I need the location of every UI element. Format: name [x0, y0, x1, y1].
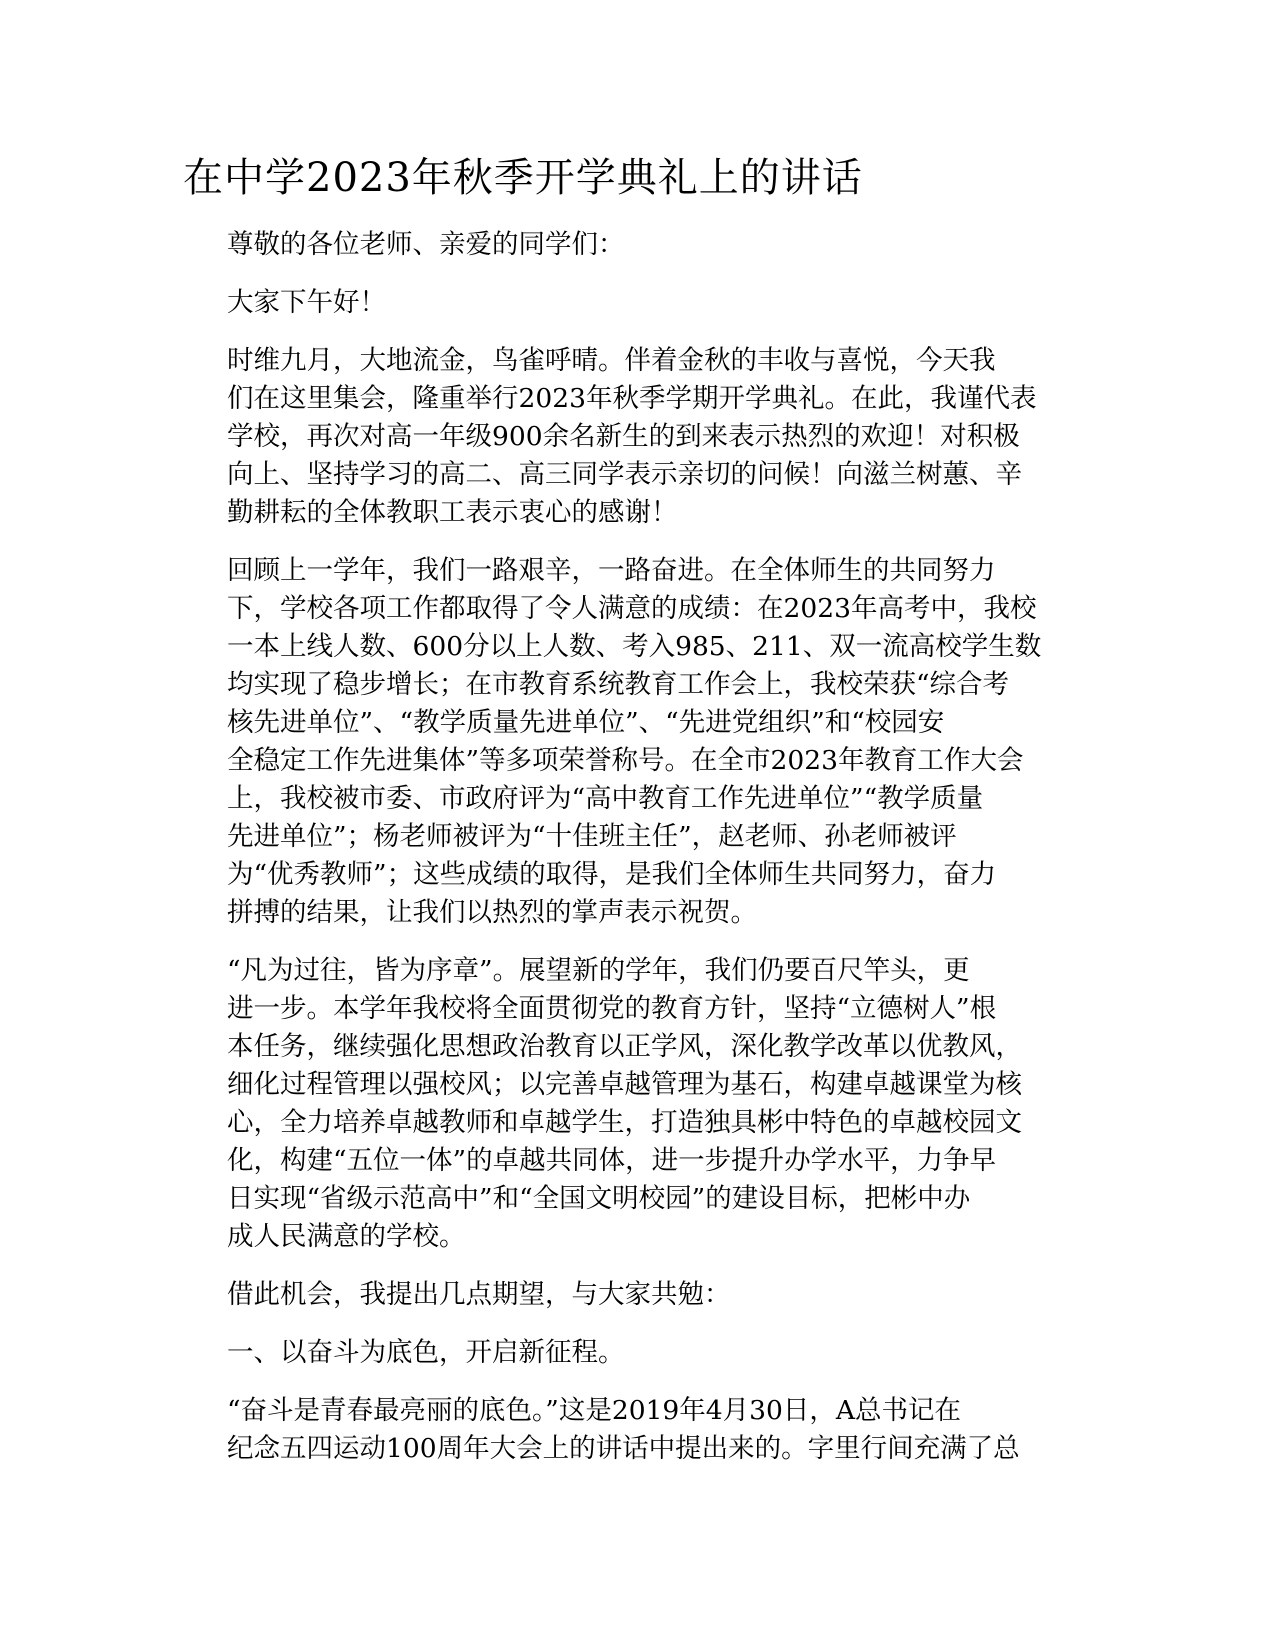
text-line: 心，全力培养卓越教师和卓越学生，打造独具彬中特色的卓越校园文: [227, 1107, 1022, 1138]
text-line: 纪念五四运动100周年大会上的讲话中提出来的。字里行间充满了总: [227, 1433, 1020, 1464]
paragraph-opening: [183, 342, 1083, 532]
paragraph-point-one-body: [183, 1392, 1083, 1468]
text-line: 向上、坚持学习的高二、高三同学表示亲切的问候！向滋兰树蕙、辛: [227, 459, 1022, 490]
text-line: 时维九月，大地流金，鸟雀呼晴。伴着金秋的丰收与喜悦，今天我: [227, 345, 996, 376]
text-line: 回顾上一学年，我们一路艰辛，一路奋进。在全体师生的共同努力: [227, 555, 996, 586]
document-title: 在中学2023年秋季开学典礼上的讲话: [183, 155, 863, 201]
text-line: 一、以奋斗为底色，开启新征程。: [227, 1337, 625, 1368]
paragraph-review: [183, 552, 1083, 932]
text-line: 尊敬的各位老师、亲爱的同学们：: [227, 229, 625, 260]
text-line: 一本上线人数、600分以上人数、考入985、211、双一流高校学生数: [227, 631, 1042, 662]
text-line: 为“优秀教师”；这些成绩的取得，是我们全体师生共同努力，奋力: [227, 859, 997, 890]
document-page: [183, 150, 1083, 1488]
text-line: 化，构建“五位一体”的卓越共同体，进一步提升办学水平，力争早: [227, 1145, 997, 1176]
paragraph-point-one-heading: [183, 1334, 1083, 1372]
text-line: 均实现了稳步增长；在市教育系统教育工作会上，我校荣获“综合考: [227, 669, 1010, 700]
text-line: 细化过程管理以强校风；以完善卓越管理为基石，构建卓越课堂为核: [227, 1069, 1022, 1100]
text-line: 大家下午好！: [227, 287, 386, 318]
text-line: “奋斗是青春最亮丽的底色。”这是2019年4月30日，A总书记在: [227, 1395, 962, 1426]
text-line: 们在这里集会，隆重举行2023年秋季学期开学典礼。在此，我谨代表: [227, 383, 1037, 414]
paragraph-salutation: [183, 226, 1083, 264]
text-line: 借此机会，我提出几点期望，与大家共勉：: [227, 1279, 731, 1310]
paragraph-outlook: [183, 952, 1083, 1256]
text-line: 日实现“省级示范高中”和“全国文明校园”的建设目标，把彬中办: [227, 1183, 971, 1214]
text-line: 先进单位”；杨老师被评为“十佳班主任”，赵老师、孙老师被评: [227, 821, 957, 852]
text-line: 下，学校各项工作都取得了令人满意的成绩：在2023年高考中，我校: [227, 593, 1037, 624]
paragraph-greeting: [183, 284, 1083, 322]
text-line: 进一步。本学年我校将全面贯彻党的教育方针，坚持“立德树人”根: [227, 993, 997, 1024]
text-line: 学校，再次对高一年级900余名新生的到来表示热烈的欢迎！对积极: [227, 421, 1020, 452]
text-line: “凡为过往，皆为序章”。展望新的学年，我们仍要百尺竿头，更: [227, 955, 970, 986]
text-line: 成人民满意的学校。: [227, 1221, 466, 1252]
paragraph-expectations-intro: [183, 1276, 1083, 1314]
text-line: 上，我校被市委、市政府评为“高中教育工作先进单位”“教学质量: [227, 783, 984, 814]
text-line: 本任务，继续强化思想政治教育以正学风，深化教学改革以优教风，: [227, 1031, 1022, 1062]
text-line: 核先进单位”、“教学质量先进单位”、“先进党组织”和“校园安: [227, 707, 945, 738]
text-line: 勤耕耘的全体教职工表示衷心的感谢！: [227, 497, 678, 528]
document-body: [183, 226, 1083, 1468]
text-line: 拼搏的结果，让我们以热烈的掌声表示祝贺。: [227, 897, 757, 928]
text-line: 全稳定工作先进集体”等多项荣誉称号。在全市2023年教育工作大会: [227, 745, 1024, 776]
